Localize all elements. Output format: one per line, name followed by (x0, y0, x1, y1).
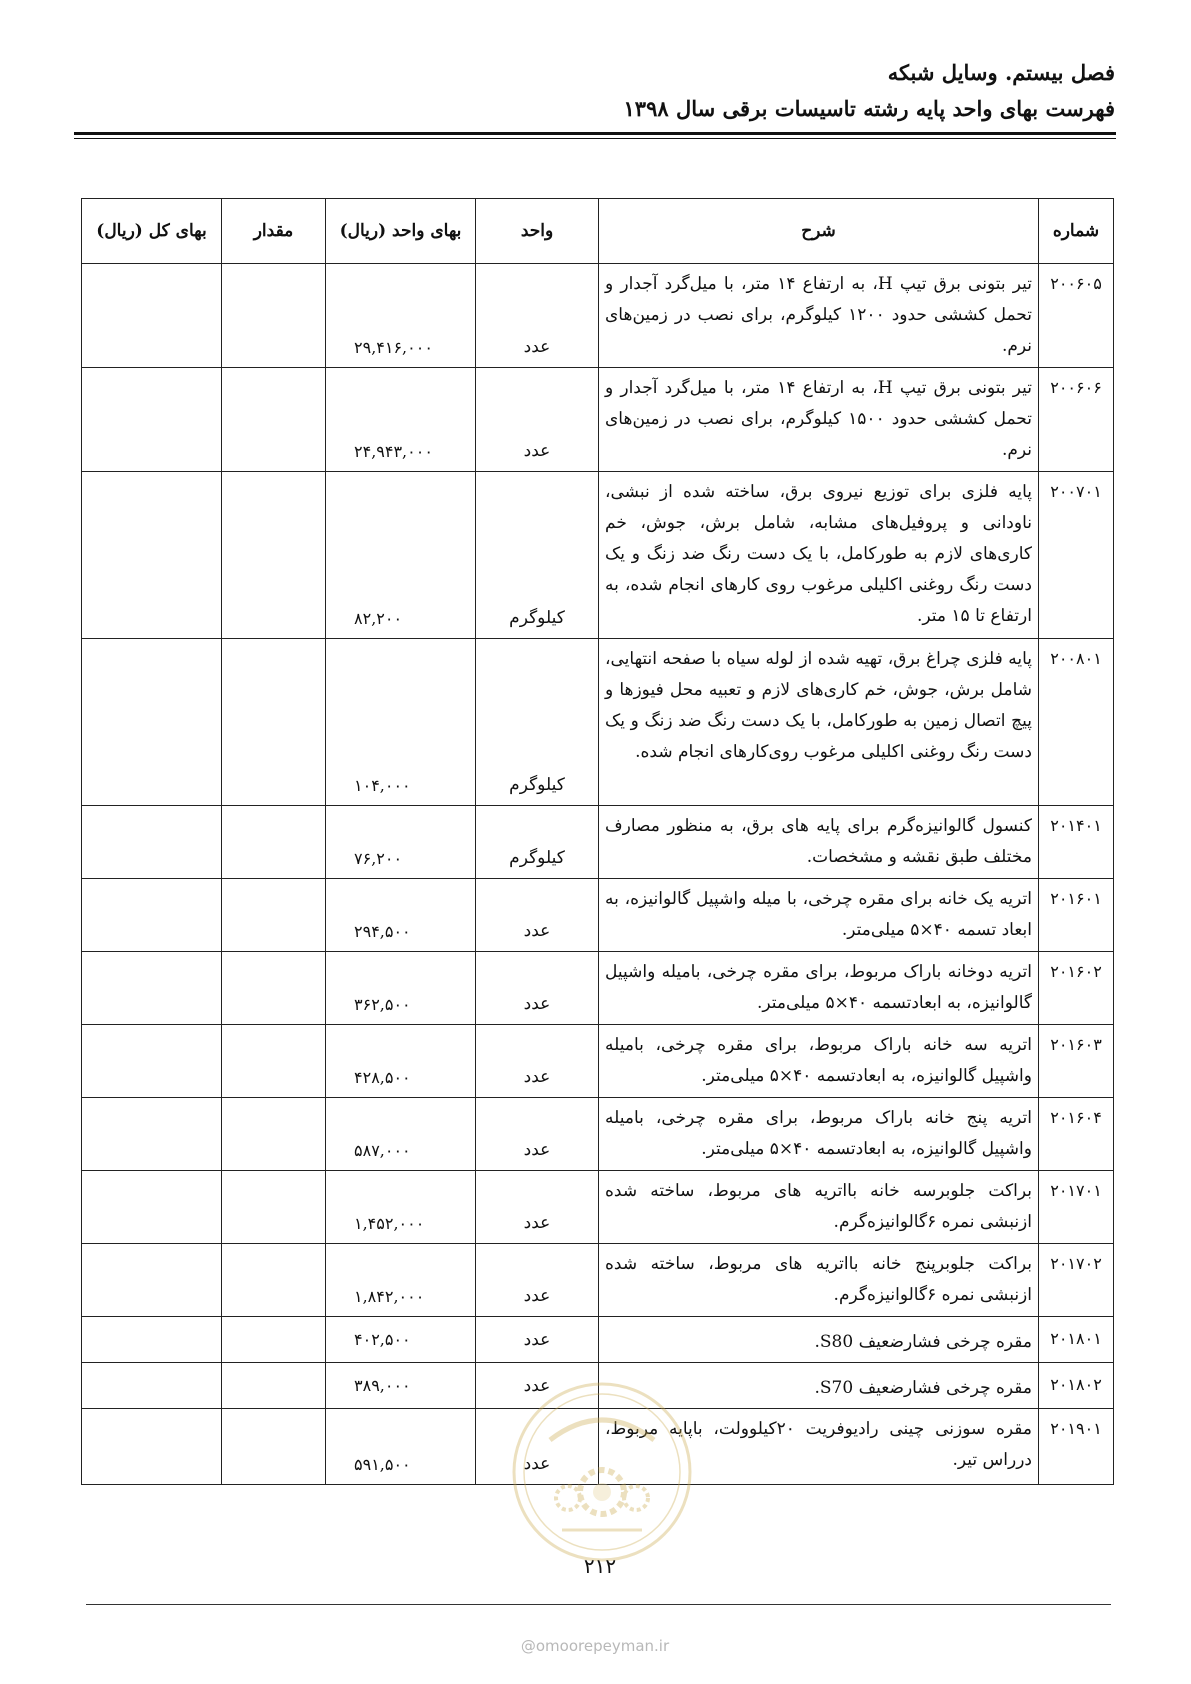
item-description: براکت جلوبرپنج خانه بااتریه های مربوط، ساخته شده ازنبشی نمره ۶گالوانیزه‌گرم. (599, 1244, 1039, 1317)
item-unit: عدد (476, 264, 599, 368)
item-unit-price: ۱,۸۴۲,۰۰۰ (326, 1244, 476, 1317)
item-code: ۲۰۰۶۰۵ (1039, 264, 1114, 368)
item-total (82, 639, 222, 806)
item-unit: کیلوگرم (476, 806, 599, 879)
item-quantity (222, 1363, 326, 1409)
item-code: ۲۰۱۸۰۲ (1039, 1363, 1114, 1409)
item-total (82, 264, 222, 368)
item-quantity (222, 1409, 326, 1485)
item-code: ۲۰۱۶۰۱ (1039, 879, 1114, 952)
item-code: ۲۰۱۴۰۱ (1039, 806, 1114, 879)
item-description: براکت جلوبرسه خانه بااتریه های مربوط، ساخته شده ازنبشی نمره ۶گالوانیزه‌گرم. (599, 1171, 1039, 1244)
item-unit: عدد (476, 1363, 599, 1409)
header-unit-price: بهای واحد (ریال) (326, 199, 476, 264)
item-total (82, 1171, 222, 1244)
header-code: شماره (1039, 199, 1114, 264)
item-unit-price: ۱۰۴,۰۰۰ (326, 639, 476, 806)
item-unit: کیلوگرم (476, 472, 599, 639)
item-total (82, 472, 222, 639)
item-quantity (222, 368, 326, 472)
item-total (82, 952, 222, 1025)
item-quantity (222, 1098, 326, 1171)
item-quantity (222, 1244, 326, 1317)
item-code: ۲۰۰۷۰۱ (1039, 472, 1114, 639)
table-row (82, 264, 1114, 368)
item-quantity (222, 639, 326, 806)
item-code: ۲۰۱۹۰۱ (1039, 1409, 1114, 1485)
item-total (82, 1409, 222, 1485)
table-header-row (82, 199, 1114, 264)
item-description: مقره چرخی فشارضعیف S70. (599, 1363, 1039, 1409)
item-unit: عدد (476, 1171, 599, 1244)
item-description: مقره سوزنی چینی رادیوفریت ۲۰کیلوولت، باپایه مربوط، درراس تیر. (599, 1409, 1039, 1485)
item-unit-price: ۵۹۱,۵۰۰ (326, 1409, 476, 1485)
item-description: کنسول گالوانیزه‌گرم برای پایه های برق، به منظور مصارف مختلف طبق نقشه و مشخصات. (599, 806, 1039, 879)
table-row (82, 806, 1114, 879)
item-unit: عدد (476, 1025, 599, 1098)
table-row (82, 952, 1114, 1025)
item-unit-price: ۱,۴۵۲,۰۰۰ (326, 1171, 476, 1244)
publisher-seal-watermark (510, 1380, 695, 1565)
chapter-title: فصل بیستم. وسایل شبکه (887, 60, 1115, 85)
item-code: ۲۰۱۶۰۳ (1039, 1025, 1114, 1098)
item-unit-price: ۲۹,۴۱۶,۰۰۰ (326, 264, 476, 368)
item-quantity (222, 472, 326, 639)
table-row (82, 879, 1114, 952)
item-description: تیر بتونی برق تیپ H، به ارتفاع ۱۴ متر، با میل‌گرد آ‌جدار و تحمل کششی حدود ۱۵۰۰ کیلوگرم، برای نصب در زمین‌های نرم. (599, 368, 1039, 472)
item-quantity (222, 1317, 326, 1363)
item-code: ۲۰۰۸۰۱ (1039, 639, 1114, 806)
item-unit: عدد (476, 952, 599, 1025)
item-unit-price: ۸۲,۲۰۰ (326, 472, 476, 639)
item-description: پایه فلزی برای توزیع نیروی برق، ساخته شده از نبشی، ناودانی و پروفیل‌های مشابه، شامل برش، جوش، خم کاری‌های لازم به طورکامل، با یک دست رنگ ضد زنگ و یک دست رنگ روغنی اکلیلی مرغوب روی کارهای انجام شده، به ارتفاع تا ۱۵ متر. (599, 472, 1039, 639)
document-title: فهرست بهای واحد پایه رشته تاسیسات برقی سال ۱۳۹۸ (623, 96, 1115, 121)
item-quantity (222, 264, 326, 368)
item-unit-price: ۲۴,۹۴۳,۰۰۰ (326, 368, 476, 472)
item-description: اتریه پنج خانه باراک مربوط، برای مقره چرخی، بامیله واشپیل گالوانیزه، به ابعادتسمه ۴۰×۵ میلی‌متر. (599, 1098, 1039, 1171)
item-unit: عدد (476, 879, 599, 952)
header-quantity: مقدار (222, 199, 326, 264)
header-total-price: بهای کل (ریال) (82, 199, 222, 264)
item-code: ۲۰۱۶۰۴ (1039, 1098, 1114, 1171)
item-description: اتریه یک خانه برای مقره چرخی، با میله واشپیل گالوانیزه، به ابعاد تسمه ۴۰×۵ میلی‌متر. (599, 879, 1039, 952)
table-row (82, 1244, 1114, 1317)
item-description: مقره چرخی فشارضعیف S80. (599, 1317, 1039, 1363)
item-quantity (222, 806, 326, 879)
item-description: اتریه سه خانه باراک مربوط، برای مقره چرخی، بامیله واشپیل گالوانیزه، به ابعادتسمه ۴۰×۵ میلی‌متر. (599, 1025, 1039, 1098)
table-row (82, 472, 1114, 639)
header-rule-thick (74, 132, 1116, 135)
item-total (82, 1098, 222, 1171)
table-row (82, 1171, 1114, 1244)
item-unit: عدد (476, 368, 599, 472)
website-watermark: @omoorepeyman.ir (520, 1637, 670, 1655)
footer-rule (86, 1604, 1111, 1605)
table-row (82, 1098, 1114, 1171)
item-total (82, 1244, 222, 1317)
page-number: ۲۱۲ (583, 1554, 617, 1578)
item-code: ۲۰۱۸۰۱ (1039, 1317, 1114, 1363)
table-row (82, 639, 1114, 806)
item-total (82, 1025, 222, 1098)
item-description: اتریه دوخانه باراک مربوط، برای مقره چرخی، بامیله واشپیل گالوانیزه، به ابعادتسمه ۴۰×۵ میلی‌متر. (599, 952, 1039, 1025)
item-code: ۲۰۱۷۰۲ (1039, 1244, 1114, 1317)
item-unit-price: ۴۰۲,۵۰۰ (326, 1317, 476, 1363)
item-total (82, 879, 222, 952)
table-row (82, 1317, 1114, 1363)
table-row (82, 1025, 1114, 1098)
item-unit: عدد (476, 1409, 599, 1485)
header-unit: واحد (476, 199, 599, 264)
item-unit: عدد (476, 1098, 599, 1171)
price-list-table (81, 198, 1114, 1485)
page-header (75, 58, 1115, 124)
item-description: تیر بتونی برق تیپ H، به ارتفاع ۱۴ متر، با میل‌گرد آ‌جدار و تحمل کششی حدود ۱۲۰۰ کیلوگرم، برای نصب در زمین‌های نرم. (599, 264, 1039, 368)
item-unit-price: ۴۲۸,۵۰۰ (326, 1025, 476, 1098)
item-total (82, 1317, 222, 1363)
item-total (82, 368, 222, 472)
header-rule-thin (74, 138, 1116, 139)
item-unit-price: ۵۸۷,۰۰۰ (326, 1098, 476, 1171)
item-unit-price: ۳۶۲,۵۰۰ (326, 952, 476, 1025)
header-description: شرح (599, 199, 1039, 264)
item-quantity (222, 879, 326, 952)
item-code: ۲۰۱۶۰۲ (1039, 952, 1114, 1025)
item-code: ۲۰۱۷۰۱ (1039, 1171, 1114, 1244)
item-unit-price: ۳۸۹,۰۰۰ (326, 1363, 476, 1409)
item-total (82, 806, 222, 879)
item-unit: کیلوگرم (476, 639, 599, 806)
item-unit: عدد (476, 1317, 599, 1363)
item-total (82, 1363, 222, 1409)
item-unit-price: ۷۶,۲۰۰ (326, 806, 476, 879)
item-code: ۲۰۰۶۰۶ (1039, 368, 1114, 472)
item-unit-price: ۲۹۴,۵۰۰ (326, 879, 476, 952)
table-row (82, 368, 1114, 472)
item-unit: عدد (476, 1244, 599, 1317)
item-quantity (222, 1171, 326, 1244)
item-description: پایه فلزی چراغ برق، تهیه شده از لوله سیاه با صفحه انتهایی، شامل برش، جوش، خم کاری‌های لازم و تعبیه محل فیوزها و پیچ اتصال زمین به طورکامل، با یک دست رنگ ضد زنگ و یک دست رنگ روغنی اکلیلی مرغوب روی‌کارهای انجام شده. (599, 639, 1039, 806)
item-quantity (222, 1025, 326, 1098)
item-quantity (222, 952, 326, 1025)
